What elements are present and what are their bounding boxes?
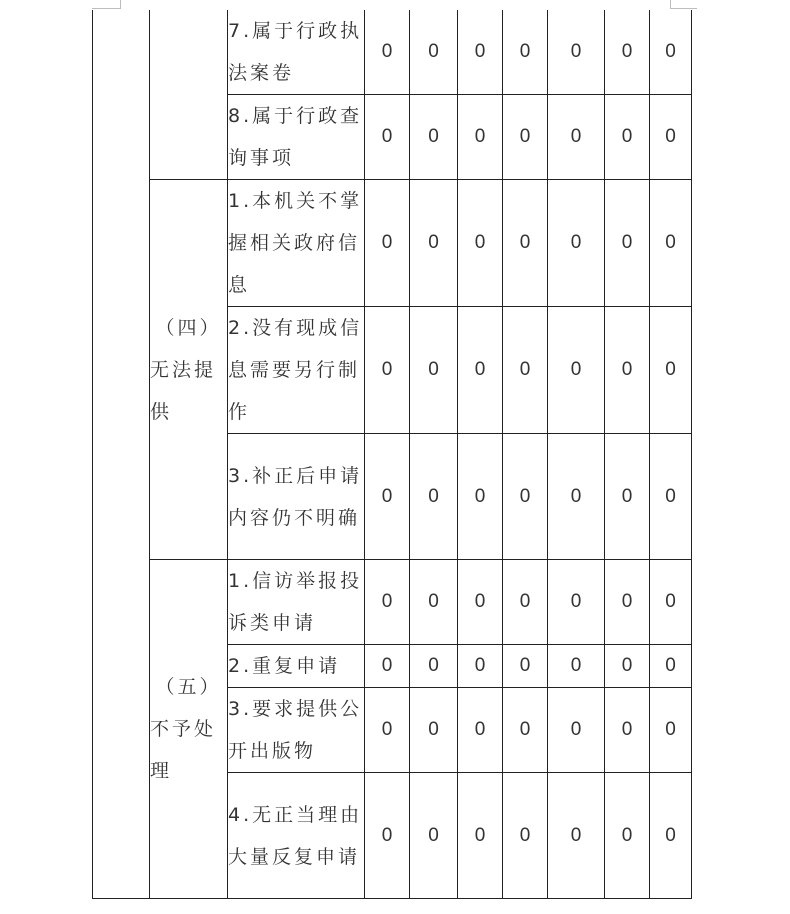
- page-margin-mark-right-h: [670, 8, 697, 9]
- value-cell: 0: [503, 773, 548, 899]
- value-cell: 0: [503, 10, 548, 95]
- value-cell: 0: [410, 434, 458, 560]
- value-cell: 0: [458, 180, 503, 307]
- value-cell: 0: [410, 307, 458, 434]
- value-cell: 0: [365, 95, 410, 180]
- value-cell: 0: [548, 434, 605, 560]
- category-text: 不予处理: [150, 718, 217, 782]
- value-cell: 0: [503, 688, 548, 773]
- value-cell: 0: [548, 645, 605, 688]
- value-cell: 0: [410, 688, 458, 773]
- item-label: 4.无正当理由大量反复申请: [228, 773, 365, 899]
- category-cell-continued: [150, 10, 228, 180]
- value-cell: 0: [605, 645, 650, 688]
- page-margin-mark-left-h: [92, 8, 121, 9]
- category-number: （五）: [155, 676, 222, 698]
- category-number: （四）: [155, 316, 222, 339]
- value-cell: 0: [365, 645, 410, 688]
- value-cell: 0: [650, 180, 692, 307]
- value-cell: 0: [650, 645, 692, 688]
- item-label: 2.没有现成信息需要另行制作: [228, 307, 365, 434]
- value-cell: 0: [410, 645, 458, 688]
- table-row: [93, 180, 692, 307]
- value-cell: 0: [410, 95, 458, 180]
- value-cell: 0: [503, 95, 548, 180]
- value-cell: 0: [410, 560, 458, 645]
- value-cell: 0: [650, 307, 692, 434]
- value-cell: 0: [650, 688, 692, 773]
- value-cell: 0: [458, 10, 503, 95]
- value-cell: 0: [650, 560, 692, 645]
- value-cell: 0: [548, 95, 605, 180]
- value-cell: 0: [548, 688, 605, 773]
- value-cell: 0: [365, 688, 410, 773]
- value-cell: 0: [605, 180, 650, 307]
- page-margin-mark-right: [670, 0, 671, 8]
- value-cell: 0: [365, 307, 410, 434]
- value-cell: 0: [650, 434, 692, 560]
- item-label: 8.属于行政查询事项: [228, 95, 365, 180]
- page-margin-mark-left: [120, 0, 121, 8]
- value-cell: 0: [605, 688, 650, 773]
- value-cell: 0: [605, 95, 650, 180]
- item-label: 2.重复申请: [228, 645, 365, 688]
- value-cell: 0: [410, 10, 458, 95]
- item-label: 3.补正后申请内容仍不明确: [228, 434, 365, 560]
- value-cell: 0: [650, 10, 692, 95]
- value-cell: 0: [458, 645, 503, 688]
- value-cell: 0: [605, 560, 650, 645]
- value-cell: 0: [605, 10, 650, 95]
- value-cell: 0: [365, 180, 410, 307]
- value-cell: 0: [365, 773, 410, 899]
- value-cell: 0: [605, 307, 650, 434]
- table-row: [93, 560, 692, 645]
- value-cell: 0: [503, 560, 548, 645]
- value-cell: 0: [365, 10, 410, 95]
- value-cell: 0: [458, 307, 503, 434]
- value-cell: 0: [503, 645, 548, 688]
- value-cell: 0: [458, 560, 503, 645]
- table-row: [93, 10, 692, 95]
- value-cell: 0: [548, 773, 605, 899]
- item-label: 1.信访举报投诉类申请: [228, 560, 365, 645]
- value-cell: 0: [410, 180, 458, 307]
- item-label: 7.属于行政执法案卷: [228, 10, 365, 95]
- item-label: 1.本机关不掌握相关政府信息: [228, 180, 365, 307]
- value-cell: 0: [650, 95, 692, 180]
- value-cell: 0: [365, 560, 410, 645]
- value-cell: 0: [548, 560, 605, 645]
- statistics-table: [92, 10, 692, 899]
- value-cell: 0: [548, 307, 605, 434]
- value-cell: 0: [503, 307, 548, 434]
- category-cell-not-process: [150, 560, 228, 899]
- value-cell: 0: [605, 773, 650, 899]
- value-cell: 0: [650, 773, 692, 899]
- value-cell: 0: [503, 180, 548, 307]
- value-cell: 0: [548, 180, 605, 307]
- category-text: 无法提供: [150, 358, 217, 423]
- value-cell: 0: [458, 95, 503, 180]
- value-cell: 0: [365, 434, 410, 560]
- value-cell: 0: [458, 688, 503, 773]
- value-cell: 0: [458, 773, 503, 899]
- value-cell: 0: [410, 773, 458, 899]
- item-label: 3.要求提供公开出版物: [228, 688, 365, 773]
- category-cell-no-provide: [150, 180, 228, 560]
- value-cell: 0: [605, 434, 650, 560]
- value-cell: 0: [548, 10, 605, 95]
- value-cell: 0: [458, 434, 503, 560]
- value-cell: 0: [503, 434, 548, 560]
- outer-category-cell: [93, 10, 150, 899]
